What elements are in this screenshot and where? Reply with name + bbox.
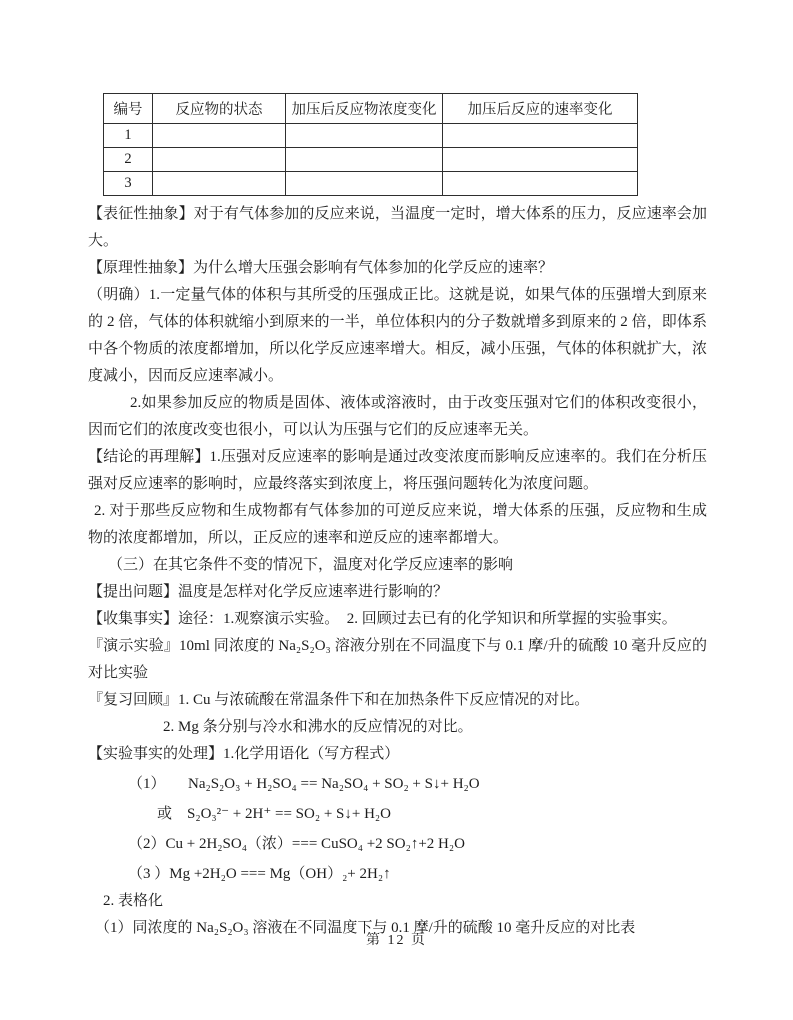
table-header-reactant-state: 反应物的状态 — [153, 94, 286, 124]
table-row — [104, 124, 638, 148]
equation-3: （3 ）Mg +2H₂O === Mg（OH）₂+ 2H₂↑ — [128, 866, 391, 882]
table-header-row — [104, 94, 638, 124]
table-header-concentration-change: 加压后反应物浓度变化 — [286, 94, 443, 124]
table-row — [104, 148, 638, 172]
para-review-item-1: 『复习回顾』1. Cu 与浓硫酸在常温条件下和在加热条件下反应情况的对比。 — [88, 692, 590, 708]
equation-1: （1） Na₂S₂O₃ + H₂SO₄ == Na₂SO₄ + SO₂ + S↓+ H₂O — [128, 776, 480, 792]
equation-2: （2）Cu + 2H₂SO₄（浓）=== CuSO₄ +2 SO₂↑+2 H₂O — [128, 836, 465, 852]
para-fact-processing: 【实验事实的处理】1.化学用语化（写方程式） — [88, 746, 400, 762]
table-cell-empty — [153, 172, 286, 196]
table-cell-empty — [153, 148, 286, 172]
table-header-number: 编号 — [104, 94, 153, 124]
page-number: 第 12 页 — [366, 933, 427, 948]
para-conclusion-reunderstanding-1: 【结论的再理解】1.压强对反应速率的影响是通过改变浓度而影响反应速率的。我们在分析压强对反应速率的影响时，应最终落实到浓度上，将压强问题转化为浓度问题。 — [88, 449, 707, 492]
table-cell-empty — [286, 172, 443, 196]
table-cell-empty — [443, 124, 638, 148]
para-principle-abstraction: 【原理性抽象】为什么增大压强会影响有气体参加的化学反应的速率？ — [88, 260, 554, 276]
para-comparison-table-caption: （1）同浓度的 Na₂S₂O₃ 溶液在不同温度下与 0.1 摩/升的硫酸 10 毫升反应的对比表 — [95, 920, 636, 936]
pressure-effect-table — [103, 93, 638, 196]
table-cell-empty — [443, 148, 638, 172]
table-row — [104, 172, 638, 196]
table-cell-row-number: 3 — [104, 172, 153, 196]
para-clarification-2: 2.如果参加反应的物质是固体、液体或溶液时，由于改变压强对它们的体积改变很小，因而它们的浓度改变也很小，可以认为压强与它们的反应速率无关。 — [88, 395, 707, 438]
para-demo-experiment: 『演示实验』10ml 同浓度的 Na₂S₂O₃ 溶液分别在不同温度下与 0.1 摩/升的硫酸 10 毫升反应的对比实验 — [88, 638, 707, 681]
table-cell-row-number: 2 — [104, 148, 153, 172]
document-content — [88, 93, 707, 942]
table-cell-empty — [443, 172, 638, 196]
para-conclusion-reunderstanding-2: 2. 对于那些反应物和生成物都有气体参加的可逆反应来说，增大体系的压强，反应物和生成物的浓度都增加，所以，正反应的速率和逆反应的速率都增大。 — [88, 503, 707, 546]
section-heading-temperature-effect: （三）在其它条件不变的情况下，温度对化学反应速率的影响 — [108, 557, 514, 573]
table-header-rate-change: 加压后反应的速率变化 — [443, 94, 638, 124]
para-review-item-2: 2. Mg 条分别与冷水和沸水的反应情况的对比。 — [163, 719, 473, 735]
para-collect-facts: 【收集事实】途径：1.观察演示实验。 2. 回顾过去已有的化学知识和所掌握的实验事实。 — [88, 611, 677, 627]
para-propose-question: 【提出问题】温度是怎样对化学反应速率进行影响的？ — [88, 584, 449, 600]
para-tabulation: 2. 表格化 — [103, 893, 164, 909]
para-representational-abstraction: 【表征性抽象】对于有气体参加的反应来说，当温度一定时，增大体系的压力，反应速率会加大。 — [88, 206, 707, 249]
table-cell-empty — [286, 124, 443, 148]
table-cell-row-number: 1 — [104, 124, 153, 148]
table-cell-empty — [153, 124, 286, 148]
table-cell-empty — [286, 148, 443, 172]
equation-1-ionic: 或 S₂O₃²⁻ + 2H⁺ == SO₂ + S↓+ H₂O — [157, 806, 391, 822]
para-clarification-1: （明确）1.一定量气体的体积与其所受的压强成正比。这就是说，如果气体的压强增大到原来的 2 倍，气体的体积就缩小到原来的一半，单位体积内的分子数就增多到原来的 2 倍，即体系中各个物质的浓度都增加，所以化学反应速率增大。相反，减小压强，气体的体积就扩大，浓度减小，因而反应速率减小。 — [88, 287, 707, 384]
